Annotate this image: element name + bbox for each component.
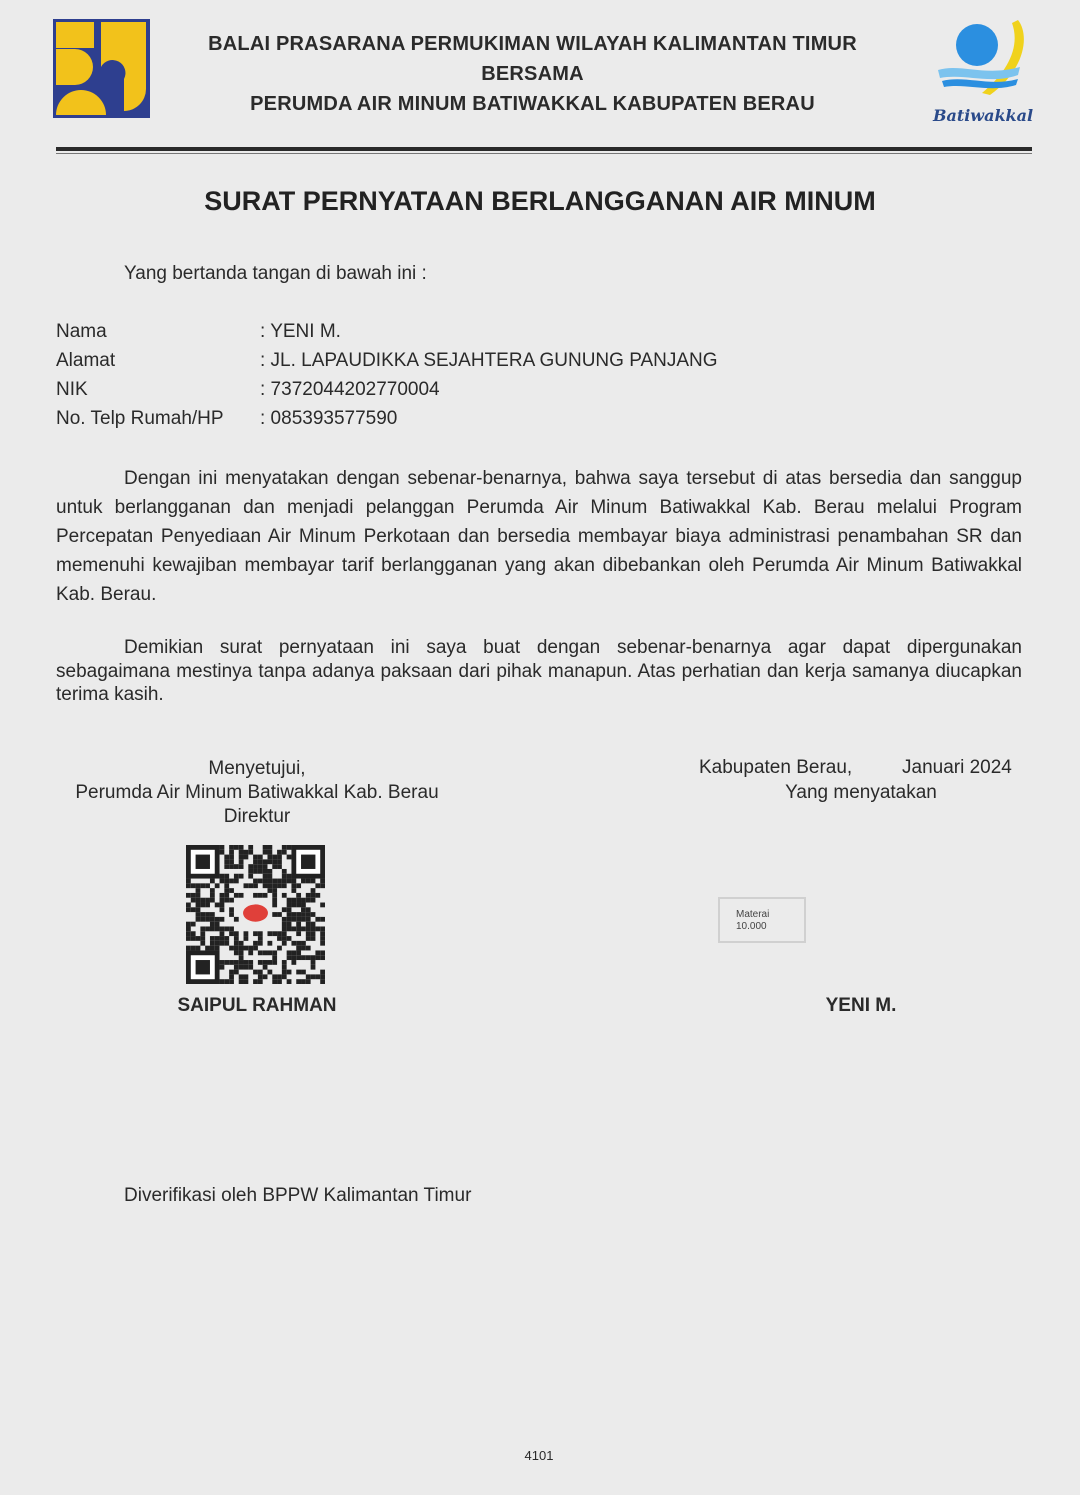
- field-value-nama: : YENI M.: [260, 321, 341, 342]
- intro-text: Yang bertanda tangan di bawah ini :: [124, 263, 427, 284]
- materai-value: 10.000: [736, 921, 767, 932]
- closing-paragraph: Demikian surat pernyataan ini saya buat dengan sebenar-benarnya agar dapat dipergunakan sebagaimana mestinya tanpa adanya paksaan dari pihak manapun. Atas perhatian dan kerja samanya diucapkan terima kasih.: [56, 637, 1022, 705]
- materai-label: Materai: [736, 909, 770, 920]
- approver-name: SAIPUL RAHMAN: [177, 995, 337, 1016]
- document-title: SURAT PERNYATAAN BERLANGGANAN AIR MINUM: [204, 186, 876, 216]
- field-label-alamat: Alamat: [56, 350, 116, 371]
- page-number: 4101: [524, 1448, 554, 1463]
- approver-position: Direktur: [223, 806, 291, 827]
- field-label-nama: Nama: [56, 321, 107, 342]
- header-line-1: BALAI PRASARANA PERMUKIMAN WILAYAH KALIMANTAN TIMUR: [208, 33, 857, 55]
- header-line-2: BERSAMA: [481, 63, 584, 85]
- header-divider: [56, 147, 1032, 151]
- signing-date: Januari 2024: [902, 757, 1012, 778]
- signing-place: Kabupaten Berau,: [699, 757, 853, 778]
- field-value-alamat: : JL. LAPAUDIKKA SEJAHTERA GUNUNG PANJANG: [260, 350, 718, 371]
- header-line-3: PERUMDA AIR MINUM BATIWAKKAL KABUPATEN BERAU: [250, 93, 815, 115]
- field-value-telp: : 085393577590: [260, 408, 398, 429]
- field-label-nik: NIK: [56, 379, 88, 400]
- batiwakkal-logo: [930, 15, 1036, 125]
- header-divider-thin: [56, 153, 1032, 154]
- approver-organization: Perumda Air Minum Batiwakkal Kab. Berau: [75, 782, 439, 803]
- qr-code: [186, 845, 325, 984]
- pu-logo: [53, 19, 150, 118]
- statement-paragraph: Dengan ini menyatakan dengan sebenar-benarnya, bahwa saya tersebut di atas bersedia dan sanggup untuk berlangganan dan menjadi pelanggan Perumda Air Minum Batiwakkal Kab. Berau melalui Program Percepatan Penyediaan Air Minum Perkotaan dan bersedia membayar biaya administrasi penambahan SR dan memenuhi kewajiban membayar tarif berlangganan yang akan dibebankan oleh Perumda Air Minum Batiwakkal Kab. Berau.: [56, 468, 1022, 605]
- verification-note: Diverifikasi oleh BPPW Kalimantan Timur: [124, 1185, 472, 1206]
- approval-label: Menyetujui,: [208, 758, 306, 779]
- batiwakkal-logo-text: Batiwakkal: [932, 106, 1034, 125]
- left-signature-block: [56, 757, 458, 829]
- signer-name: YENI M.: [825, 995, 897, 1016]
- signer-label: Yang menyatakan: [785, 782, 937, 803]
- materai-stamp: [718, 897, 806, 943]
- field-label-telp: No. Telp Rumah/HP: [56, 408, 224, 429]
- field-value-nik: : 7372044202770004: [260, 379, 440, 400]
